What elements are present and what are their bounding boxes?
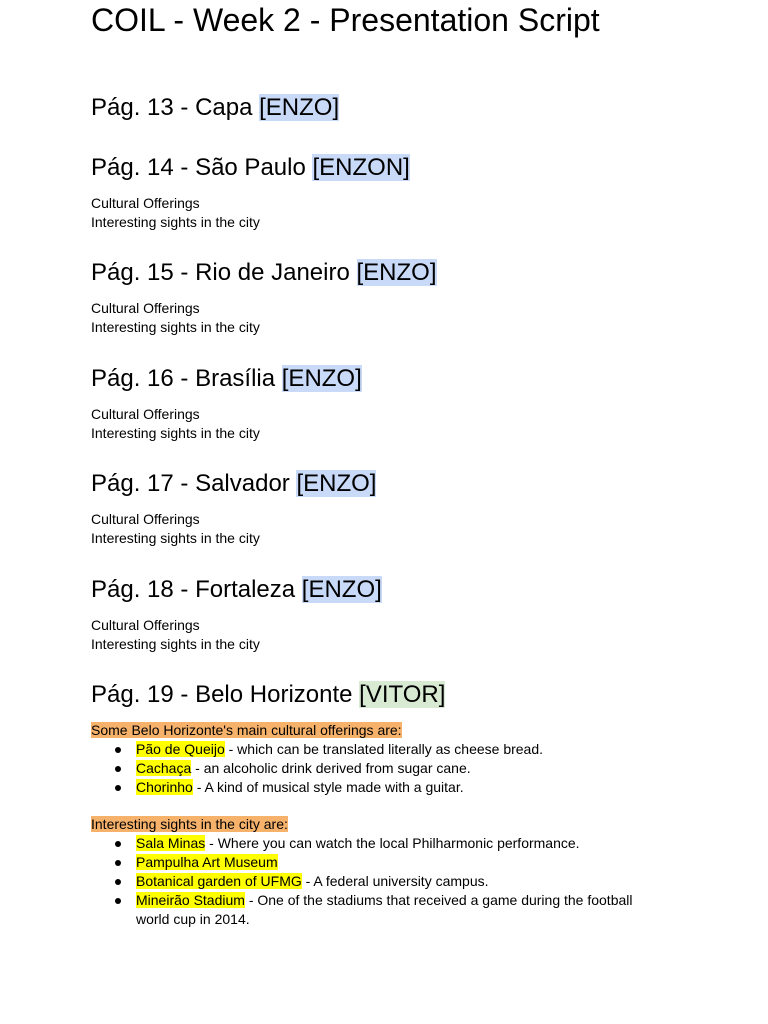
section-heading-18 [91,575,382,605]
list-item [91,778,691,797]
heading-text: Pág. 13 - Capa [91,94,260,121]
section-line: Interesting sights in the city [91,425,260,441]
item-term: Chorinho [136,779,193,795]
assignee-tag: [ENZON] [312,154,410,181]
cultural-intro-text: Some Belo Horizonte's main cultural offerings are: [91,722,402,738]
heading-text: Pág. 16 - Brasília [91,365,282,392]
sights-intro-text: Interesting sights in the city are: [91,816,288,832]
section-line: Cultural Offerings [91,511,200,527]
list-item [91,891,666,929]
assignee-tag: [ENZO] [356,259,437,286]
section-line: Interesting sights in the city [91,530,260,546]
item-term: Botanical garden of UFMG [136,873,302,889]
item-term: Cachaça [136,760,192,776]
heading-text: Pág. 15 - Rio de Janeiro [91,259,357,286]
section-line: Cultural Offerings [91,300,200,316]
assignee-tag: [ENZO] [296,470,377,497]
item-term: Pampulha Art Museum [136,854,278,870]
section-line: Interesting sights in the city [91,636,260,652]
item-desc: - which can be translated literally as cheese bread. [224,741,544,757]
assignee-tag: [ENZO] [281,365,362,392]
item-term: Sala Minas [136,835,206,851]
list-item [91,740,691,759]
item-desc: - A kind of musical style made with a guitar. [192,779,464,795]
section-line: Interesting sights in the city [91,319,260,335]
sights-list [91,834,691,929]
section-line: Interesting sights in the city [91,214,260,230]
cultural-list [91,740,691,797]
section-heading-15 [91,258,437,288]
assignee-tag: [VITOR] [359,681,446,708]
item-term: Pão de Queijo [136,741,225,757]
section-heading-19 [91,680,445,710]
assignee-tag: [ENZO] [259,94,340,121]
section-line: Cultural Offerings [91,617,200,633]
section-heading-16 [91,364,362,394]
item-desc: - Where you can watch the local Philharmonic performance. [205,835,580,851]
list-item [91,834,691,853]
list-item [91,853,691,872]
list-item [91,872,691,891]
item-desc: - A federal university campus. [301,873,489,889]
sights-intro [91,815,288,834]
heading-text: Pág. 17 - Salvador [91,470,297,497]
item-term: Mineirão Stadium [136,892,245,908]
heading-text: Pág. 14 - São Paulo [91,154,313,181]
document-title: COIL - Week 2 - Presentation Script [91,2,600,38]
section-line: Cultural Offerings [91,195,200,211]
list-item [91,759,691,778]
section-line: Cultural Offerings [91,406,200,422]
section-heading-14 [91,153,410,183]
heading-text: Pág. 19 - Belo Horizonte [91,681,360,708]
section-heading-13 [91,93,339,123]
assignee-tag: [ENZO] [301,576,382,603]
heading-text: Pág. 18 - Fortaleza [91,576,302,603]
section-heading-17 [91,469,376,499]
item-desc: - One of the stadiums that received a game during the football world cup in 2014. [136,892,633,927]
cultural-intro [91,721,402,740]
item-desc: - an alcoholic drink derived from sugar cane. [191,760,471,776]
